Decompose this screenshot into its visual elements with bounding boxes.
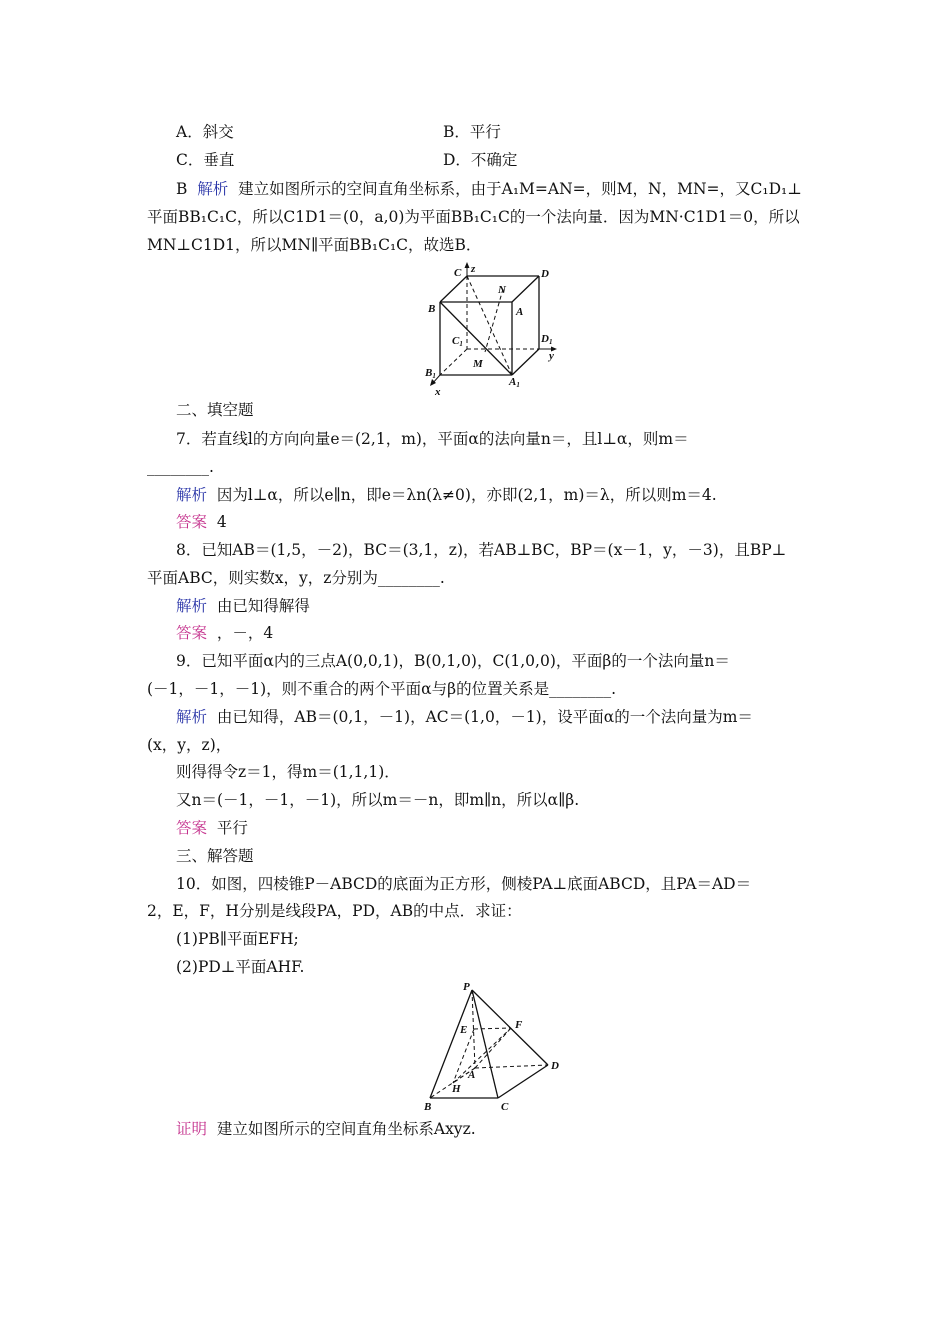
q6-solution-line-3: MN⊥C1D1，所以MN∥平面BB₁C₁C，故选B．: [147, 236, 482, 254]
label-d: D: [551, 1060, 559, 1072]
q9-jiexi-line: [176, 706, 753, 728]
q8-line-1: 8．已知AB＝(1,5，－2)，BC＝(3,1，z)，若AB⊥BC，BP＝(x－1，y，－3)，且BP⊥: [176, 541, 787, 559]
jiexi-label: 解析: [176, 597, 208, 615]
label-b: B: [424, 1101, 432, 1113]
label-m: M: [473, 358, 483, 370]
jiexi-label: 解析: [176, 708, 208, 726]
q9-line-2: (－1，－1，－1)，则不重合的两个平面α与β的位置关系是________.: [147, 680, 617, 698]
option-b: B．平行: [443, 123, 501, 141]
daan-label: 答案: [176, 624, 208, 642]
q8-jiexi-line: [176, 595, 310, 617]
label-e: E: [460, 1024, 468, 1036]
label-c: C: [454, 267, 462, 279]
q10-proof-text: 建立如图所示的空间直角坐标系Axyz.: [216, 1120, 476, 1138]
label-c1: C1: [452, 335, 463, 348]
jiexi-label: 解析: [176, 486, 208, 504]
q6-text-1: 建立如图所示的空间直角坐标系，由于A₁M=AN=，则M，N，MN=，又C₁D₁⊥: [238, 180, 802, 198]
option-a: A．斜交: [176, 123, 234, 141]
zhengming-label: 证明: [176, 1120, 208, 1138]
label-f: F: [515, 1019, 523, 1031]
q6-solution-line-2: 平面BB₁C₁C，所以C1D1＝(0，a,0)为平面BB₁C₁C的一个法向量．因为MN·C1D1＝0，所以: [147, 208, 800, 226]
q7-jiexi-text: 因为l⊥α，所以e∥n，即e＝λn(λ≠0)，亦即(2,1，m)＝λ，所以则m＝4.: [216, 486, 717, 504]
cube-figure: [420, 262, 570, 400]
q7-jiexi-line: [176, 484, 717, 506]
label-b1: B1: [425, 367, 436, 380]
label-d1: D1: [541, 333, 553, 346]
q7-line-1: 7．若直线l的方向向量e＝(2,1，m)，平面α的法向量n＝，且l⊥α，则m＝: [176, 430, 689, 448]
section-fill-in: 二、填空题: [176, 401, 254, 419]
label-x: x: [435, 386, 441, 398]
option-d: D．不确定: [443, 151, 518, 169]
answer-letter: B: [176, 180, 188, 198]
label-a1: A1: [509, 376, 520, 389]
label-a: A: [516, 306, 524, 318]
q8-jiexi-text: 由已知得解得: [216, 597, 310, 615]
q10-line-2: 2，E，F，H分别是线段PA，PD，AB的中点．求证：: [147, 902, 522, 920]
q7-blank: ________.: [147, 458, 214, 476]
q9-answer: 平行: [216, 819, 248, 837]
label-n: N: [498, 284, 506, 296]
q10-line-1: 10．如图，四棱锥P－ABCD的底面为正方形，侧棱PA⊥底面ABCD，且PA＝AD＝: [176, 875, 752, 893]
q10-line-4: (2)PD⊥平面AHF.: [176, 958, 305, 976]
label-d: D: [541, 268, 549, 280]
daan-label: 答案: [176, 819, 208, 837]
q10-line-3: (1)PB∥平面EFH;: [176, 930, 299, 948]
q10-proof-line: [176, 1118, 476, 1140]
label-p: P: [463, 981, 470, 993]
label-c: C: [501, 1101, 509, 1113]
q9-line-5: 则得得令z＝1，得m＝(1,1,1)．: [176, 763, 400, 781]
q9-line-4: (x，y，z)，: [147, 736, 232, 754]
q9-answer-line: [176, 817, 248, 839]
q8-answer: ，－，4: [216, 624, 274, 642]
q7-answer: 4: [216, 513, 227, 531]
option-c: C．垂直: [176, 151, 235, 169]
label-y: y: [549, 350, 554, 362]
pyramid-figure: [420, 980, 570, 1118]
section-solve: 三、解答题: [176, 847, 254, 865]
q9-jiexi-text: 由已知得，AB＝(0,1，－1)，AC＝(1,0，－1)，设平面α的一个法向量为m＝: [216, 708, 753, 726]
jiexi-label: 解析: [197, 180, 229, 198]
q8-line-2: 平面ABC，则实数x，y，z分别为________.: [147, 569, 445, 587]
q8-answer-line: [176, 622, 273, 644]
label-z: z: [471, 263, 476, 275]
q9-line-6: 又n＝(－1，－1，－1)，所以m＝－n，即m∥n，所以α∥β.: [176, 791, 580, 809]
daan-label: 答案: [176, 513, 208, 531]
label-a: A: [468, 1069, 476, 1081]
label-b: B: [428, 303, 436, 315]
q9-line-1: 9．已知平面α内的三点A(0,0,1)，B(0,1,0)，C(1,0,0)，平面β的一个法向量n＝: [176, 652, 730, 670]
label-h: H: [452, 1083, 461, 1095]
q6-solution-line-1: [176, 178, 802, 200]
q7-answer-line: [176, 511, 227, 533]
